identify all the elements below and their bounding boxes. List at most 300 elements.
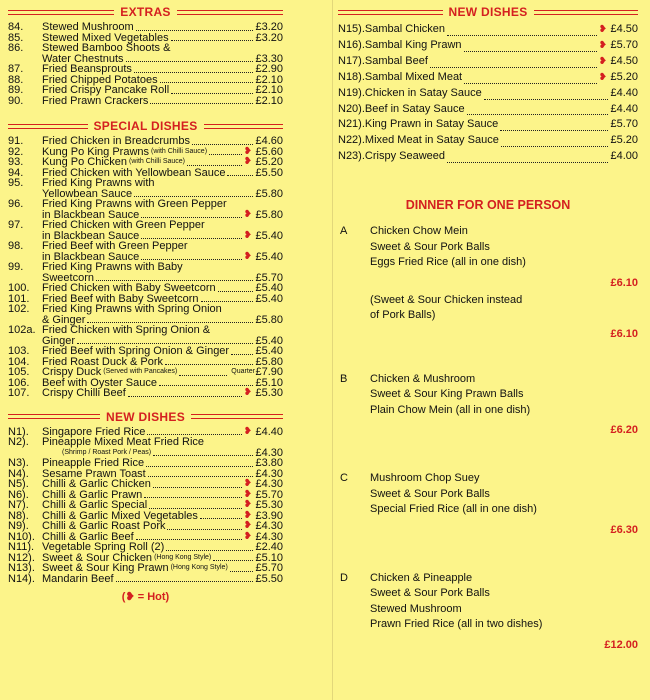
menu-item-row (8, 479, 283, 490)
item-number: 91. (8, 135, 24, 147)
item-price: £5.80 (255, 208, 283, 221)
item-number: N7). (8, 499, 29, 511)
left-column (8, 0, 283, 603)
menu-item-row (8, 325, 283, 336)
set-line: (Sweet & Sour Chicken instead (370, 293, 523, 306)
menu-item-row (8, 64, 283, 75)
item-number: N12). (8, 551, 35, 564)
item-number: 89. (8, 84, 24, 96)
item-name: Beef in Satay Sauce (364, 102, 465, 115)
chilli-icon: ❥ (598, 55, 607, 67)
item-price: £5.50 (255, 166, 283, 179)
item-note: (with Chilli Sauce) (129, 158, 186, 165)
chilli-icon: ❥ (243, 530, 252, 542)
item-price: £5.10 (255, 551, 283, 564)
item-name: Crispy Seaweed (364, 150, 445, 163)
item-number: 105. (8, 366, 30, 378)
item-name-continued: Sweetcorn (42, 271, 94, 284)
extras-header (8, 4, 283, 20)
item-number: 107. (8, 387, 30, 399)
leader-dots (467, 114, 608, 115)
item-price: £4.30 (255, 478, 283, 490)
item-price: £5.70 (610, 118, 638, 131)
item-note: (Hong Kong Style) (170, 564, 228, 571)
dinner-set (338, 471, 638, 518)
item-name: Fried Chicken with Yellowbean Sauce (42, 166, 226, 179)
chilli-icon: ❥ (243, 425, 252, 437)
item-number: 102. (8, 303, 30, 315)
menu-item-row (8, 136, 283, 147)
leader-dots (147, 434, 241, 435)
leader-dots (141, 238, 241, 239)
menu-item-row (8, 43, 283, 54)
item-number: N10). (8, 530, 35, 543)
item-name: Sambal King Prawn (364, 38, 462, 51)
item-number: 90. (8, 94, 24, 107)
leader-dots (150, 103, 253, 104)
menu-item-row (338, 102, 638, 118)
new-left-title: NEW DISHES (106, 409, 186, 424)
menu-item-row (8, 574, 283, 585)
menu-item-row (8, 199, 283, 210)
new-left-header (8, 409, 283, 425)
item-number: 98. (8, 240, 24, 252)
item-price: £5.70 (255, 488, 283, 501)
item-name: Kung Po Chicken (42, 156, 127, 168)
leader-dots (213, 560, 253, 561)
item-price: £3.20 (255, 21, 283, 33)
leader-dots (464, 51, 597, 52)
item-number: N4). (8, 467, 29, 480)
item-number: N1). (8, 425, 29, 438)
item-note: (with Chilli Sauce) (151, 147, 208, 155)
chilli-icon: ❥ (243, 156, 252, 167)
item-name: Fried Chicken with Spring Onion & (42, 324, 211, 336)
item-price: £4.60 (255, 135, 283, 147)
leader-dots (134, 72, 253, 73)
menu-item-row (8, 500, 283, 511)
item-price: £5.20 (255, 156, 283, 168)
item-name: Chilli & Garlic Special (42, 499, 148, 511)
set-letter: A (340, 225, 348, 238)
extras-title: EXTRAS (120, 5, 171, 19)
item-name: Fried Chicken with Green Pepper (42, 219, 205, 231)
item-number: 101. (8, 292, 30, 305)
chilli-icon: ❥ (243, 229, 252, 241)
set-line: Chicken & Mushroom (370, 372, 476, 385)
item-number: 95. (8, 177, 24, 189)
leader-dots (501, 146, 608, 147)
set-letter: B (340, 372, 348, 385)
item-price: £4.00 (610, 150, 638, 163)
item-price: £5.40 (255, 250, 283, 263)
item-name: Fried Chicken in Breadcrumbs (42, 135, 190, 147)
item-price: £5.70 (255, 562, 283, 574)
set-line: Sweet & Sour Pork Balls (370, 240, 490, 253)
leader-dots (200, 518, 242, 519)
chilli-icon: ❥ (243, 250, 252, 262)
item-name: Fried King Prawns with (42, 177, 155, 189)
menu-item-row (8, 178, 283, 189)
item-number: 93. (8, 156, 24, 168)
set-line: Sweet & Sour Pork Balls (370, 587, 490, 600)
item-name-continued: in Blackbean Sauce (42, 229, 140, 242)
chilli-icon: ❥ (243, 478, 252, 489)
menu-item-row (8, 437, 283, 448)
item-price: £5.50 (255, 572, 283, 585)
set-price: £6.30 (610, 523, 638, 536)
item-price: £4.40 (255, 425, 283, 438)
item-price: £7.90 (255, 366, 283, 378)
item-name: Mandarin Beef (42, 572, 114, 585)
menu-item-row (8, 542, 283, 553)
item-name: Chilli & Garlic Beef (42, 530, 134, 543)
item-name: Crispy Duck (42, 366, 102, 378)
item-name: Fried King Prawns with Baby (42, 261, 183, 273)
dinner-set-alternative (338, 293, 638, 324)
special-header (8, 118, 283, 134)
set-line: Sweet & Sour Pork Balls (370, 487, 490, 500)
item-number: 92. (8, 145, 24, 158)
leader-dots (159, 385, 253, 386)
item-name: Vegetable Spring Roll (2) (42, 541, 165, 553)
item-price: £5.80 (255, 313, 283, 326)
item-number: N3). (8, 457, 29, 469)
item-number: N22). (338, 134, 365, 147)
item-number: 85. (8, 31, 24, 44)
item-price: £4.30 (255, 446, 283, 459)
dinner-set (338, 571, 638, 633)
item-name: King Prawn in Satay Sauce (364, 118, 499, 131)
item-name-continued: Yellowbean Sauce (42, 187, 133, 200)
item-price: £2.40 (255, 541, 283, 553)
item-price: £3.20 (255, 31, 283, 44)
item-price: £4.50 (610, 23, 638, 35)
new-right-header (338, 4, 638, 20)
leader-dots (218, 291, 253, 292)
dinner-title: DINNER FOR ONE PERSON (405, 198, 571, 213)
item-number: 106. (8, 376, 30, 389)
new-right-title: NEW DISHES (448, 5, 528, 19)
leader-dots (192, 144, 253, 145)
menu-item-row (8, 563, 283, 574)
set-line: Eggs Fried Rice (all in one dish) (370, 256, 526, 269)
dinner-set (338, 372, 638, 419)
extras-list (8, 22, 283, 106)
item-price: £4.30 (255, 520, 283, 532)
dinner-list (338, 224, 638, 653)
right-column (338, 0, 638, 653)
item-name: Chilli & Garlic Mixed Vegetables (42, 509, 198, 522)
item-number: N18). (338, 70, 365, 83)
item-number: 87. (8, 63, 24, 75)
leader-dots (96, 280, 253, 281)
set-letter: C (340, 472, 348, 485)
item-price: £4.30 (255, 467, 283, 480)
menu-item-row (338, 133, 638, 149)
item-name: Sambal Beef (364, 54, 428, 67)
leader-dots (171, 93, 253, 94)
item-price: £2.90 (255, 63, 283, 75)
item-number: 99. (8, 261, 24, 273)
chilli-icon: ❥ (125, 591, 135, 603)
set-line: Plain Chow Mein (all in one dish) (370, 403, 531, 416)
item-portion: Quarter (231, 368, 255, 375)
item-number: N9). (8, 520, 29, 532)
item-name: Fried Beef with Baby Sweetcorn (42, 292, 199, 305)
item-note: (Served with Pancakes) (103, 368, 178, 375)
item-number: 97. (8, 219, 24, 231)
menu-item-row (338, 38, 638, 54)
leader-dots (141, 217, 241, 218)
item-name: Fried Chipped Potatoes (42, 73, 158, 86)
item-price: £2.10 (255, 73, 283, 86)
item-number: N16). (338, 38, 365, 51)
item-name: Fried Chicken with Baby Sweetcorn (42, 282, 216, 294)
leader-dots (136, 30, 253, 31)
item-name: Sweet & Sour Chicken (42, 551, 153, 564)
item-name: Fried Beansprouts (42, 63, 132, 75)
item-number: N2). (8, 436, 29, 448)
item-number: N21). (338, 118, 365, 131)
item-name: Pineapple Mixed Meat Fried Rice (42, 436, 205, 448)
item-number: N13). (8, 562, 35, 574)
leader-dots (160, 82, 253, 83)
leader-dots (126, 61, 253, 62)
leader-dots (201, 301, 253, 302)
item-price: £2.10 (255, 84, 283, 96)
item-name-continued: Ginger (42, 334, 76, 347)
menu-item-row (8, 96, 283, 107)
menu-item-row (8, 283, 283, 294)
menu-item-row (338, 86, 638, 102)
item-price: £5.40 (255, 282, 283, 294)
set-line: Stewed Mushroom (370, 602, 462, 615)
set-price: £6.20 (610, 424, 638, 437)
leader-dots (141, 259, 241, 260)
item-name: Kung Po King Prawns (42, 145, 150, 158)
item-number: 84. (8, 21, 24, 33)
leader-dots (500, 130, 608, 131)
item-price: £5.40 (255, 345, 283, 357)
leader-dots (153, 487, 242, 488)
item-price: £5.70 (255, 271, 283, 284)
menu-item-row (338, 117, 638, 133)
leader-dots (209, 154, 242, 155)
item-number: N15). (338, 23, 365, 35)
set-line: Sweet & Sour King Prawn Balls (370, 388, 524, 401)
new-right-list (338, 22, 638, 165)
leader-dots (146, 466, 253, 467)
menu-item-row (8, 367, 283, 378)
item-price: £4.50 (610, 54, 638, 67)
item-name: Pineapple Fried Rice (42, 457, 145, 469)
menu-item-row (8, 85, 283, 96)
item-name: Stewed Mushroom (42, 21, 134, 33)
item-price: £3.90 (255, 509, 283, 522)
item-name-continued: (Shrimp / Roast Pork / Peas) (62, 448, 152, 456)
leader-dots (149, 508, 241, 509)
item-name: Sesame Prawn Toast (42, 467, 146, 480)
item-name: Chilli & Garlic Prawn (42, 488, 143, 501)
item-name: Stewed Mixed Vegetables (42, 31, 169, 44)
item-price: £5.20 (610, 70, 638, 83)
item-name: Fried Beef with Green Pepper (42, 240, 188, 252)
item-note: (Hong Kong Style) (154, 553, 212, 561)
item-number: 102a. (8, 324, 36, 336)
item-price: £5.70 (610, 38, 638, 51)
menu-item-row (338, 22, 638, 38)
chilli-icon: ❥ (243, 520, 252, 531)
item-name: Fried Prawn Crackers (42, 94, 149, 107)
leader-dots (87, 322, 253, 323)
menu-item-row (8, 346, 283, 357)
item-price: £4.40 (610, 86, 638, 99)
leader-dots (179, 375, 227, 376)
item-name: Stewed Bamboo Shoots & (42, 42, 171, 54)
menu-item-row (8, 521, 283, 532)
item-name-continued: in Blackbean Sauce (42, 208, 140, 221)
item-name: Fried Roast Duck & Pork (42, 355, 164, 368)
item-number: 96. (8, 198, 24, 210)
chilli-icon: ❥ (598, 71, 607, 83)
item-name-continued: & Ginger (42, 313, 86, 326)
set-line: of Pork Balls) (370, 309, 436, 322)
item-price: £5.30 (255, 499, 283, 511)
chilli-icon: ❥ (243, 387, 252, 398)
leader-dots (430, 67, 597, 68)
item-price: £5.60 (255, 145, 283, 158)
item-number: N14). (8, 572, 35, 585)
special-title: SPECIAL DISHES (93, 119, 198, 133)
item-name: Fried Crispy Pancake Roll (42, 84, 170, 96)
item-price: £5.40 (255, 292, 283, 305)
set-letter: D (340, 571, 348, 584)
leader-dots (77, 343, 253, 344)
item-number: 100. (8, 282, 30, 294)
item-number: 86. (8, 42, 24, 54)
set-line: Mushroom Chop Suey (370, 472, 480, 485)
leader-dots (187, 165, 242, 166)
leader-dots (165, 364, 253, 365)
item-name: Crispy Chilli Beef (42, 387, 126, 399)
leader-dots (447, 162, 608, 163)
leader-dots (171, 40, 253, 41)
menu-item-row (338, 149, 638, 165)
item-price: £5.80 (255, 187, 283, 200)
item-number: N5). (8, 478, 29, 490)
item-number: N11). (8, 541, 35, 553)
menu-item-row (8, 262, 283, 273)
chilli-icon: ❥ (243, 488, 252, 500)
leader-dots (116, 581, 253, 582)
chilli-icon: ❥ (243, 499, 252, 510)
column-divider (332, 0, 333, 700)
menu-item-row (8, 304, 283, 315)
item-name: Beef with Oyster Sauce (42, 376, 157, 389)
leader-dots (464, 83, 596, 84)
item-price: £5.30 (255, 387, 283, 399)
item-name: Sambal Mixed Meat (364, 70, 463, 83)
leader-dots (447, 35, 597, 36)
item-price: £5.10 (255, 376, 283, 389)
leader-dots (227, 175, 253, 176)
item-name: Chilli & Garlic Roast Pork (42, 520, 166, 532)
chilli-icon: ❥ (243, 208, 252, 220)
set-price: £12.00 (604, 638, 638, 651)
chilli-icon: ❥ (243, 145, 252, 157)
item-number: 88. (8, 73, 24, 86)
set-line: Prawn Fried Rice (all in two dishes) (370, 618, 543, 631)
leader-dots (166, 550, 253, 551)
menu-item-row (8, 220, 283, 231)
item-price: £5.40 (255, 334, 283, 347)
item-number: N23). (338, 150, 365, 163)
item-name: Fried King Prawns with Green Pepper (42, 198, 227, 210)
item-price: £5.20 (610, 134, 638, 147)
set-line: Special Fried Rice (all in one dish) (370, 503, 537, 516)
item-number: N20). (338, 102, 365, 115)
item-name-continued: Water Chestnuts (42, 52, 124, 65)
menu-item-row (8, 157, 283, 168)
chilli-icon: ❥ (598, 39, 607, 51)
item-price: £4.30 (255, 530, 283, 543)
menu-item-row (8, 458, 283, 469)
leader-dots (148, 476, 253, 477)
leader-dots (484, 99, 608, 100)
hot-key-label: = Hot (137, 591, 166, 603)
menu-item-row (338, 70, 638, 86)
item-price: £4.40 (610, 102, 638, 115)
item-number: 94. (8, 166, 24, 179)
set-line: Chicken & Pineapple (370, 571, 473, 584)
chilli-icon: ❥ (598, 24, 607, 35)
item-name: Chicken in Satay Sauce (364, 86, 482, 99)
item-price: £5.40 (255, 229, 283, 242)
item-number: 103. (8, 345, 30, 357)
item-name-continued: in Blackbean Sauce (42, 250, 140, 263)
hot-key: (❥ = Hot) (121, 591, 170, 603)
set-line: Chicken Chow Mein (370, 225, 468, 238)
new-left-list (8, 427, 283, 585)
set-price: £6.10 (610, 276, 638, 289)
item-name: Singapore Fried Rice (42, 425, 146, 438)
leader-dots (167, 529, 241, 530)
leader-dots (136, 539, 242, 540)
leader-dots (128, 396, 242, 397)
item-number: N17). (338, 54, 365, 67)
item-name: Mixed Meat in Satay Sauce (364, 134, 499, 147)
item-price: £5.80 (255, 355, 283, 368)
item-name: Chilli & Garlic Chicken (42, 478, 151, 490)
item-name: Sweet & Sour King Prawn (42, 562, 169, 574)
leader-dots (230, 571, 253, 572)
menu-item-row (338, 54, 638, 70)
item-price: £2.10 (255, 94, 283, 107)
item-price: £3.80 (255, 457, 283, 469)
item-name: Fried Beef with Spring Onion & Ginger (42, 345, 230, 357)
leader-dots (144, 497, 241, 498)
item-name: Fried King Prawns with Spring Onion (42, 303, 222, 315)
item-number: N8). (8, 509, 29, 522)
chilli-icon: ❥ (243, 509, 252, 521)
item-price: £3.30 (255, 52, 283, 65)
item-number: N19). (338, 86, 365, 99)
dinner-set (338, 224, 638, 271)
menu-item-row (8, 241, 283, 252)
menu-item-row (8, 22, 283, 33)
special-list (8, 136, 283, 399)
